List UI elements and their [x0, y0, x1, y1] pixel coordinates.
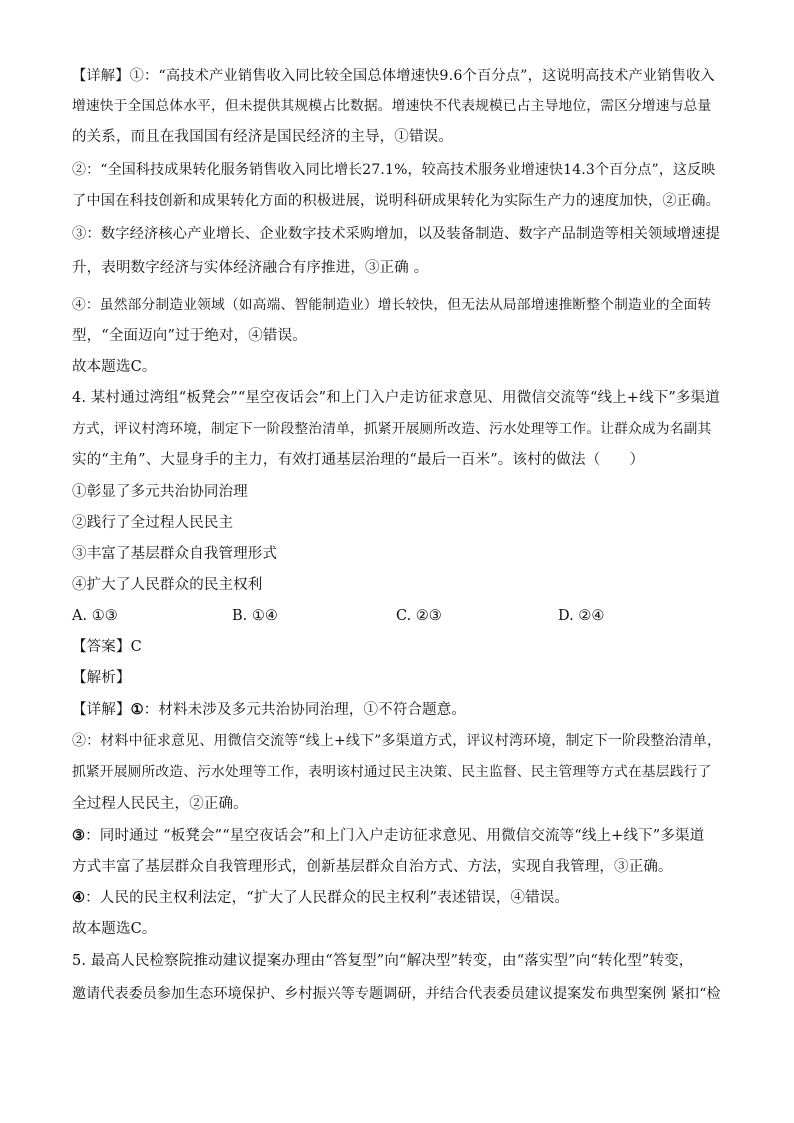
question-4-line-3: 实的“主角”、大显身手的主力，有效打通基层治理的“最后一百米”。该村的做法（ ） [72, 452, 645, 468]
analysis-label: 【解析】 [72, 670, 131, 686]
option-a: A. ①③ [72, 608, 118, 624]
circled-number-3: ③ [72, 827, 86, 844]
circled-number-1: ① [130, 701, 144, 718]
answer-label: 【答案】C [72, 639, 142, 655]
detail-q4-line-5 [72, 826, 722, 846]
detail-q4-line-6: 方式丰富了基层群众自我管理形式，创新基层群众自治方式、方法，实现自我管理，③正确。 [72, 859, 673, 875]
statement-2: ②践行了全过程人民民主 [72, 515, 234, 531]
detail-q4-line-3: 抓紧开展厕所改造、污水处理等工作，表明该村通过民主决策、民主监督、民主管理等方式在基层践行了 [72, 764, 712, 780]
detail-q4-line-1-text: ：材料未涉及多元共治协同治理，①不符合题意。 [143, 702, 467, 718]
circled-number-4: ④ [72, 889, 86, 906]
detail-q3-line-1: 【详解】①：“高技术产业销售收入同比较全国总体增速快9.6个百分点”，这说明高技术产业销售收入 [72, 68, 715, 84]
detail-q4-line-4: 全过程人民民主，②正确。 [72, 796, 248, 812]
detail-q3-line-9: 型，“全面迈向”过于绝对，④错误。 [72, 328, 307, 344]
conclusion-q4: 故本题选C。 [72, 921, 157, 937]
detail-q4-line-5-text: ：同时通过 “板凳会”“星空夜话会”和上门入户走访征求意见、用微信交流等“线上+线下”多渠道 [85, 828, 705, 844]
statement-4: ④扩大了人民群众的民主权利 [72, 577, 263, 593]
detail-q4-line-7-text: ：人民的民主权利法定，“扩大了人民群众的民主权利”表述错误，④错误。 [85, 890, 570, 906]
detail-q3-line-5: 了中国在科技创新和成果转化方面的积极进展，说明科研成果转化为实际生产力的速度加快，②正确。 [72, 193, 721, 209]
question-4-line-1: 4. 某村通过湾组“板凳会”“星空夜话会”和上门入户走访征求意见、用微信交流等“线上+线下”多渠道 [72, 390, 720, 406]
conclusion-q3: 故本题选C。 [72, 359, 157, 375]
detail-q3-line-4: ②：“全国科技成果转化服务销售收入同比增长27.1%，较高技术服务业增速快14.3个百分点”，这反映 [72, 162, 716, 178]
detail-q3-line-2: 增速快于全国总体水平，但未提供其规模占比数据。增速快不代表规模已占主导地位，需区分增速与总量 [72, 98, 712, 114]
question-5-line-2: 邀请代表委员参加生态环境保护、乡村振兴等专题调研，并结合代表委员建议提案发布典型案例 紧扣“检 [72, 986, 721, 1002]
question-4-line-2: 方式，评议村湾环境，制定下一阶段整治清单，抓紧开展厕所改造、污水处理等工作。让群众成为名副其 [72, 421, 712, 437]
detail-q4-line-7 [72, 888, 722, 908]
detail-q3-line-8: ④：虽然部分制造业领域（如高端、智能制造业）增长较快，但无法从局部增速推断整个制造业的全面转 [72, 297, 712, 313]
detail-label: 【详解】 [72, 702, 131, 718]
statement-3: ③丰富了基层群众自我管理形式 [72, 546, 278, 562]
detail-q4-line-1 [72, 700, 722, 720]
option-d: D. ②④ [558, 608, 605, 624]
detail-q3-line-3: 的关系，而且在我国国有经济是国民经济的主导，①错误。 [72, 129, 453, 145]
option-c: C. ②③ [396, 608, 442, 624]
detail-q3-line-6: ③：数字经济核心产业增长、企业数字技术采购增加，以及装备制造、数字产品制造等相关领域增速提 [72, 226, 721, 242]
question-5-line-1: 5. 最高人民检察院推动建议提案办理由“答复型”向“解决型”转变，由“落实型”向“转化型”转变， [72, 953, 694, 969]
statement-1: ①彰显了多元共治协同治理 [72, 484, 248, 500]
detail-q3-line-7: 升，表明数字经济与实体经济融合有序推进，③正确 。 [72, 260, 429, 276]
option-b: B. ①④ [232, 608, 278, 624]
detail-q4-line-2: ②：材料中征求意见、用微信交流等“线上+线下”多渠道方式，评议村湾环境，制定下一阶段整治清单， [72, 733, 722, 749]
